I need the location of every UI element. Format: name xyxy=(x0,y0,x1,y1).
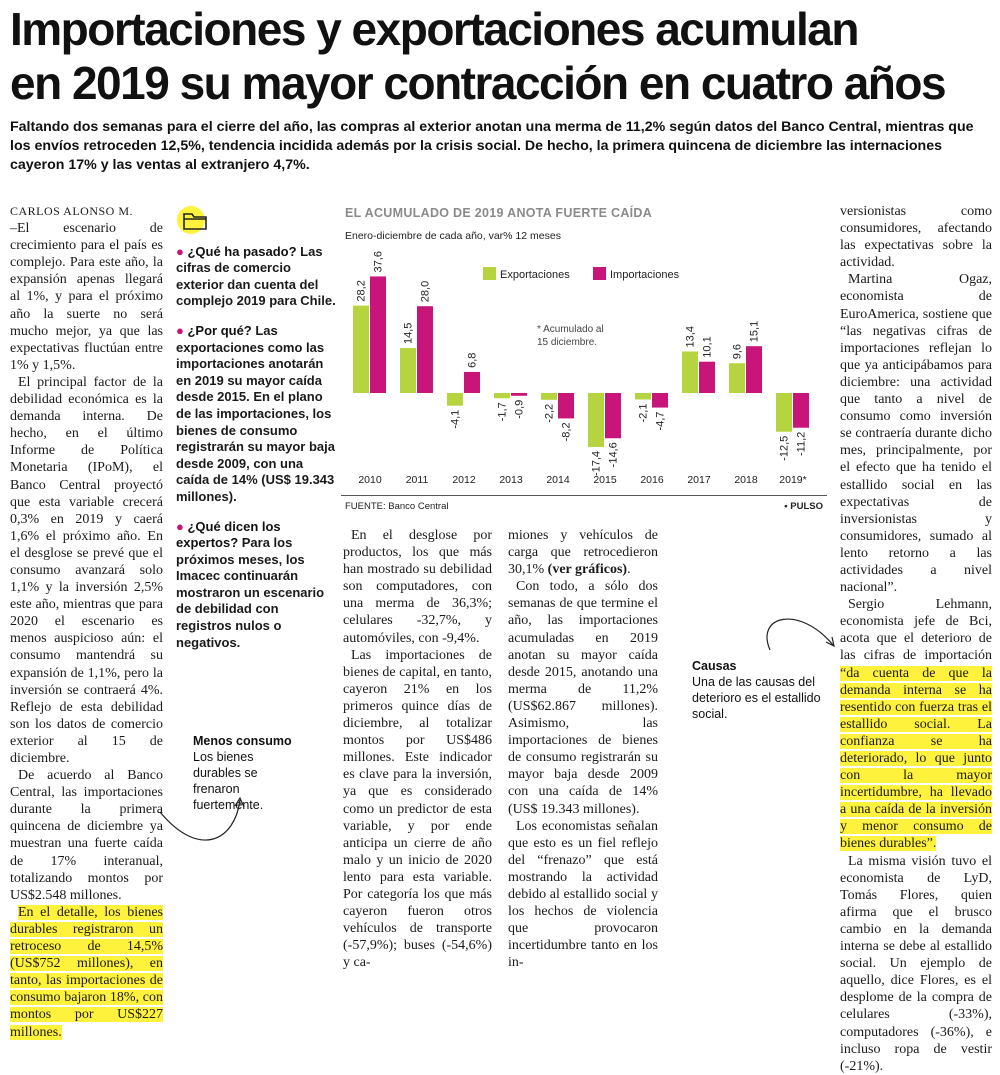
highlighted-text: “da cuenta de que la demanda interna se ha resentido con fuerza tras el estallido social. La confianza se ha deteriorado, lo que junto con la mayor incertidumbre, ha llevado a una caída de la inversión y menor consumo de bienes durables”. xyxy=(840,665,992,852)
bar-exportaciones-2014 xyxy=(541,393,557,400)
paragraph: De acuerdo al Banco Central, las importaciones durante la primera quincena de diciembre ya muestran una fuerte caída de 17% interanual, totalizando montos por US$2.548 millones. xyxy=(10,768,163,903)
chart-title: EL ACUMULADO DE 2019 ANOTA FUERTE CAÍDA xyxy=(345,206,653,220)
category-label: 2010 xyxy=(358,474,382,486)
chart-divider xyxy=(341,495,827,496)
bar-exportaciones-2018 xyxy=(729,363,745,393)
data-label: -8,2 xyxy=(560,422,573,442)
legend-label: Exportaciones xyxy=(500,269,570,281)
folder-icon xyxy=(176,205,214,235)
category-label: 2017 xyxy=(687,474,711,486)
answer-text: Para los próximos meses, los Imacec continuarán mostraron un escenario de debilidad con registros nulos o negativos. xyxy=(176,535,325,650)
data-label: -11,2 xyxy=(795,431,808,456)
category-label: 2013 xyxy=(499,474,523,486)
bar-importaciones-2019* xyxy=(793,393,809,428)
paragraph: En el desglose por productos, los que más han mostrado su debilidad son computadores, con una merma de 36,3%; celulares -32,7%, y automóviles, con -9,4%. xyxy=(343,528,492,646)
data-label: 14,5 xyxy=(402,322,415,345)
headline-line-2: en 2019 su mayor contracción en cuatro años xyxy=(10,57,946,109)
chart-note: 15 diciembre. xyxy=(537,337,598,348)
column-1 xyxy=(10,203,163,1041)
data-label: -4,1 xyxy=(449,409,462,429)
answer-text: Las exportaciones como las importaciones anotarán en 2019 su mayor caída desde 2015. En el plano de las importaciones, los bienes de consumo registrarán su mayor baja desde 2009, con una caída de 14% (US$ 19.343 millones). xyxy=(176,322,335,504)
bar-importaciones-2017 xyxy=(699,362,715,393)
legend-swatch-exportaciones xyxy=(483,267,496,280)
data-label: -1,7 xyxy=(496,402,509,422)
category-label: 2018 xyxy=(734,474,758,486)
trade-chart xyxy=(341,203,827,519)
data-label: 10,1 xyxy=(701,336,714,358)
category-label: 2019* xyxy=(779,474,807,486)
text: miones y vehículos de carga que retrocedieron 30,1% xyxy=(508,528,658,578)
paragraph: Las importaciones de bienes de capital, en tanto, cayeron 21% en los primeros quince días de diciembre, al totalizar montos por US$486 millones. Este indicador es clave para la inversión, ya que es considerado como un predictor de esta variable, y por ende anticipa un cierre de año malo y un inicio de 2020 lento para esta variable. Por categoría los que más cayeron fueron otros vehículos de transporte (-57,9%); buses (-54,6%) y ca- xyxy=(343,647,492,971)
chart-source: FUENTE: Banco Central xyxy=(345,501,449,512)
bar-importaciones-2014 xyxy=(558,393,574,418)
data-label: 28,2 xyxy=(355,280,368,302)
paragraph: Los economistas señalan que esto es un fiel reflejo del “frenazo” que está mostrando la actividad debido al estallido social y los hechos de violencia que provocaron incertidumbre tanto en los in- xyxy=(508,818,658,971)
column-4 xyxy=(840,203,992,1075)
question-label: ¿Por qué? xyxy=(187,322,252,338)
bar-exportaciones-2015 xyxy=(588,393,604,447)
bar-exportaciones-2010 xyxy=(353,306,369,393)
data-label: -2,1 xyxy=(637,403,650,423)
paragraph xyxy=(840,596,992,852)
bar-importaciones-2018 xyxy=(746,346,762,393)
key-questions-sidebar xyxy=(176,205,336,664)
callout-body: Los bienes durables se frenaron fuertemente. xyxy=(193,750,264,812)
callout-menos-consumo xyxy=(193,733,303,813)
headline xyxy=(10,2,995,110)
data-label: -0,9 xyxy=(513,399,526,419)
category-label: 2016 xyxy=(640,474,664,486)
bar-exportaciones-2012 xyxy=(447,393,463,406)
callout-body: Una de las causas del deterioro es el estallido social. xyxy=(692,675,821,721)
data-label: 9,6 xyxy=(731,343,744,360)
arrow-causas xyxy=(767,619,833,650)
callout-causas xyxy=(692,658,822,722)
bar-importaciones-2016 xyxy=(652,393,668,408)
category-label: 2012 xyxy=(452,474,476,486)
data-label: 6,8 xyxy=(466,352,479,368)
answer-text: Las cifras de comercio exterior dan cuenta del complejo 2019 para Chile. xyxy=(176,243,336,309)
callout-title: Menos consumo xyxy=(193,734,292,748)
data-label: -4,7 xyxy=(654,411,667,431)
question-block: ● ¿Qué dicen los expertos? Para los próximos meses, los Imacec continuarán mostraron un escenario de debilidad con registros nulos o negativos. xyxy=(176,518,325,650)
bar-importaciones-2011 xyxy=(417,306,433,393)
bar-exportaciones-2013 xyxy=(494,393,510,398)
chart-subtitle: Enero-diciembre de cada año, var% 12 meses xyxy=(345,230,561,242)
question-label: ¿Qué ha pasado? xyxy=(187,243,297,259)
column-3 xyxy=(508,527,658,971)
highlighted-text: En el detalle, los bienes durables registraron un retroceso de 14,5% (US$752 millones), en tanto, las importaciones de consumo bajaron 18%, con montos por US$227 millones. xyxy=(10,904,163,1040)
chart-brand: • PULSO xyxy=(784,501,823,512)
question-label: ¿Qué dicen los expertos? xyxy=(176,518,281,551)
bar-importaciones-2015 xyxy=(605,393,621,438)
paragraph: El principal factor de la debilidad económica es la demanda interna. De hecho, en el último Informe de Política Monetaria (IPoM), el Banco Central proyectó que esta variable crecerá 0,3% en 2019 y caerá 1,6% el próximo año. En el desglose se prevé que el consumo avanzará solo 1,1% y la inversión 2,5% este año, mientras que para 2020 el escenario es menos auspicioso aún: el consumo mantendrá su expansión de 1,1%, pero la inversión se contraerá 4%. Reflejo de esta debilidad son los datos de comercio exterior al 15 de diciembre. xyxy=(10,374,163,766)
paragraph: Con todo, a sólo dos semanas de que termine el año, las importaciones acumuladas en 2019 anotan su mayor caída desde 2015, anotando una merma de 11,2% (US$62.867 millones). Asimismo, las importaciones de bienes de consumo registrarán su mayor baja desde 2009 con una caída de 14% (US$ 19.343 millones). xyxy=(508,579,658,817)
paragraph: –El escenario de crecimiento para el país es complejo. Para este año, la expansión apenas llegará al 1%, y para el próximo año la suerte no será mucho mejor, ya que las expectativas fluctúan entre 1% y 1,5%. xyxy=(10,221,163,373)
paragraph: La misma visión tuvo el economista de LyD, Tomás Flores, quien afirma que el brusco cambio en la demanda interna se debe al estallido social. Un ejemplo de aquello, dice Flores, es el desplome de la compra de celulares (-33%), computadores (-36%), e incluso ropa de vestir (-21%). xyxy=(840,853,992,1074)
paragraph: versionistas como consumidores, afectando las expectativas sobre la actividad. xyxy=(840,204,992,271)
bar-exportaciones-2017 xyxy=(682,351,698,393)
lead-paragraph: Faltando dos semanas para el cierre del año, las compras al exterior anotan una merma de 11,2% según datos del Banco Central, mientras que los envíos retroceden 12,5%, tendencia incidida además por la crisis social. De hecho, la primera quincena de diciembre las internaciones cayeron 17% y las ventas al extranjero 4,7%. xyxy=(10,119,974,173)
data-label: -17,4 xyxy=(590,450,603,477)
question-block: ● ¿Qué ha pasado? Las cifras de comercio exterior dan cuenta del complejo 2019 para Chile. xyxy=(176,243,336,309)
legend-swatch-importaciones xyxy=(593,267,606,280)
data-label: 28,0 xyxy=(419,280,432,303)
question-block: ● ¿Por qué? Las exportaciones como las importaciones anotarán en 2019 su mayor caída desde 2015. En el plano de las importaciones, los bienes de consumo registrarán su mayor baja desde 2009, con una caída de 14% (US$ 19.343 millones). xyxy=(176,322,335,504)
data-label: -14,6 xyxy=(607,442,620,468)
bar-exportaciones-2019* xyxy=(776,393,792,432)
byline: CARLOS ALONSO M. xyxy=(10,204,134,218)
chart-note: * Acumulado al xyxy=(537,324,604,335)
category-label: 2014 xyxy=(546,474,570,486)
text-bold: (ver gráficos) xyxy=(547,562,628,578)
category-label: 2015 xyxy=(593,474,617,486)
callout-title: Causas xyxy=(692,659,737,673)
bar-exportaciones-2016 xyxy=(635,393,651,400)
bar-importaciones-2010 xyxy=(370,276,386,393)
data-label: 15,1 xyxy=(748,320,761,343)
category-label: 2011 xyxy=(405,474,429,486)
bar-importaciones-2013 xyxy=(511,393,527,396)
chart-plot xyxy=(341,203,827,493)
data-label: 13,4 xyxy=(684,326,697,348)
legend-label: Importaciones xyxy=(610,269,680,281)
data-label: 37,6 xyxy=(372,251,385,273)
paragraph: Martina Ogaz, economista de EuroAmerica, sostiene que “las negativas cifras de importaciones reflejan lo que ya anticipábamos para diciembre: una actividad que tanto a nivel de consumo como inversión se contraería durante dicho mes, principalmente, por el efecto que ha tenido el estallido social en las expectativas de inversionistas y consumidores, sumado al lento retorno a las actividades a nivel nacional”. xyxy=(840,272,992,596)
bar-importaciones-2012 xyxy=(464,372,480,393)
bar-exportaciones-2011 xyxy=(400,348,416,393)
text: Sergio Lehmann, economista jefe de Bci, acota que el deterioro de las cifras de importación xyxy=(840,597,992,664)
arrowhead xyxy=(826,637,834,646)
headline-line-1: Importaciones y exportaciones acumulan xyxy=(10,3,858,55)
data-label: -12,5 xyxy=(778,435,791,461)
paragraph xyxy=(508,527,658,578)
text: . xyxy=(627,562,631,578)
data-label: -2,2 xyxy=(543,403,556,423)
column-2 xyxy=(343,527,492,971)
